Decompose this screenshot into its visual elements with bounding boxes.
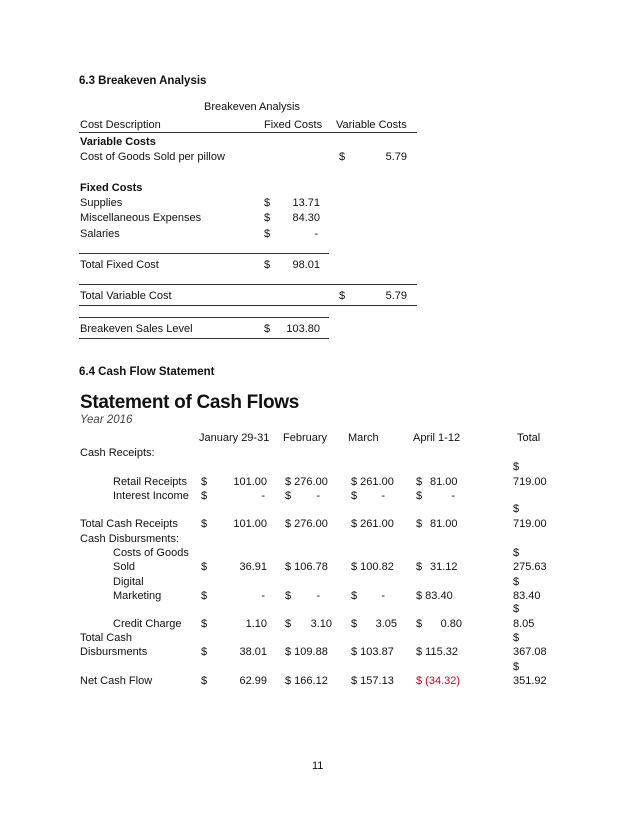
- retail-label: Retail Receipts: [113, 476, 187, 488]
- cf-cogs-mar-value: $ 100.82: [351, 561, 394, 573]
- breakeven-rule: [79, 317, 329, 318]
- cf-cogs-feb-value: $ 106.78: [285, 561, 328, 573]
- net-label: Net Cash Flow: [80, 675, 153, 687]
- total-fixed-value: 98.01: [292, 259, 320, 271]
- col-march: March: [348, 432, 379, 444]
- disbursements-label: Cash Disbursments:: [80, 533, 180, 545]
- cf-cogs-apr-currency: $: [416, 561, 423, 573]
- interest-apr-value: -: [451, 490, 455, 502]
- total-receipts-jan-value: 101.00: [233, 518, 267, 530]
- retail-jan-value: 101.00: [233, 476, 267, 488]
- digital-feb-value: -: [316, 590, 320, 602]
- breakeven-level-value: 103.80: [286, 323, 320, 335]
- cogs-label: Cost of Goods Sold per pillow: [80, 151, 225, 163]
- digital-mar-value: -: [381, 590, 385, 602]
- net-jan-value: 62.99: [239, 675, 267, 687]
- total-receipts-apr-currency: $: [416, 518, 423, 530]
- total-variable-rule: [79, 284, 417, 285]
- net-mar-value: $ 157.13: [351, 675, 394, 687]
- digital-jan-value: -: [261, 590, 265, 602]
- total-receipts-feb-value: $ 276.00: [285, 518, 328, 530]
- digital-label-line2: Marketing: [113, 590, 162, 602]
- interest-feb-currency: $: [285, 490, 292, 502]
- digital-total-currency: $: [513, 576, 520, 588]
- retail-total-currency: $: [513, 461, 520, 473]
- total-fixed-label: Total Fixed Cost: [80, 259, 159, 271]
- section-heading-breakeven: 6.3 Breakeven Analysis: [79, 75, 207, 87]
- total-receipts-mar-value: $ 261.00: [351, 518, 394, 530]
- total-receipts-apr-value: 81.00: [430, 518, 458, 530]
- credit-jan-currency: $: [201, 618, 208, 630]
- interest-mar-value: -: [381, 490, 385, 502]
- misc-currency: $: [264, 212, 271, 224]
- credit-mar-value: 3.05: [375, 618, 397, 630]
- retail-mar-value: $ 261.00: [351, 476, 394, 488]
- total-disb-feb-value: $ 109.88: [285, 646, 328, 658]
- total-variable-label: Total Variable Cost: [80, 290, 172, 302]
- cogs-currency: $: [339, 151, 346, 163]
- cf-cogs-total-currency: $: [513, 547, 520, 559]
- retail-apr-value: 81.00: [430, 476, 458, 488]
- breakeven-bottom-rule: [79, 338, 329, 339]
- interest-apr-currency: $: [416, 490, 423, 502]
- total-disb-label-line2: Disbursments: [80, 646, 148, 658]
- salaries-label: Salaries: [80, 228, 120, 240]
- salaries-value: -: [314, 228, 318, 240]
- net-total-currency: $: [513, 661, 520, 673]
- cogs-value: 5.79: [385, 151, 407, 163]
- total-disb-total-value: 367.08: [513, 646, 547, 658]
- credit-apr-currency: $: [416, 618, 423, 630]
- credit-mar-currency: $: [351, 618, 358, 630]
- credit-total-value: 8.05: [513, 618, 535, 630]
- interest-label: Interest Income: [113, 490, 189, 502]
- total-receipts-total-currency: $: [513, 503, 520, 515]
- retail-jan-currency: $: [201, 476, 208, 488]
- fixed-costs-heading: Fixed Costs: [80, 182, 143, 194]
- credit-jan-value: 1.10: [245, 618, 267, 630]
- credit-feb-currency: $: [285, 618, 292, 630]
- digital-label-line1: Digital: [113, 576, 144, 588]
- cashflow-title: Statement of Cash Flows: [80, 392, 300, 413]
- total-disb-mar-value: $ 103.87: [351, 646, 394, 658]
- header-variable-costs: Variable Costs: [336, 119, 407, 131]
- salaries-currency: $: [264, 228, 271, 240]
- header-fixed-costs: Fixed Costs: [264, 119, 323, 131]
- cf-cogs-jan-currency: $: [201, 561, 208, 573]
- cf-cogs-label-line2: Sold: [113, 561, 136, 573]
- cash-receipts-label: Cash Receipts:: [80, 447, 155, 459]
- retail-apr-currency: $: [416, 476, 423, 488]
- page-number: 11: [312, 760, 324, 772]
- net-feb-value: $ 166.12: [285, 675, 328, 687]
- total-receipts-jan-currency: $: [201, 518, 208, 530]
- credit-label: Credit Charge: [113, 618, 182, 630]
- breakeven-level-label: Breakeven Sales Level: [80, 323, 193, 335]
- digital-mar-currency: $: [351, 590, 358, 602]
- col-february: February: [283, 432, 328, 444]
- header-rule: [79, 132, 417, 133]
- interest-mar-currency: $: [351, 490, 358, 502]
- digital-jan-currency: $: [201, 590, 208, 602]
- total-disb-label-line1: Total Cash: [80, 632, 132, 644]
- supplies-label: Supplies: [80, 197, 123, 209]
- breakeven-table-title: Breakeven Analysis: [204, 101, 300, 113]
- total-disb-jan-value: 38.01: [239, 646, 267, 658]
- total-disb-jan-currency: $: [201, 646, 208, 658]
- cf-cogs-apr-value: 31.12: [430, 561, 458, 573]
- interest-jan-value: -: [261, 490, 265, 502]
- cf-cogs-label-line1: Costs of Goods: [113, 547, 189, 559]
- supplies-value: 13.71: [292, 197, 320, 209]
- cashflow-year: Year 2016: [80, 414, 133, 426]
- cf-cogs-total-value: 275.63: [513, 561, 547, 573]
- interest-feb-value: -: [316, 490, 320, 502]
- col-january: January 29-31: [199, 432, 270, 444]
- total-fixed-rule: [79, 253, 329, 254]
- variable-costs-heading: Variable Costs: [80, 136, 156, 148]
- interest-jan-currency: $: [201, 490, 208, 502]
- total-variable-bottom-rule: [79, 305, 417, 306]
- digital-total-value: 83.40: [513, 590, 541, 602]
- section-heading-cashflow: 6.4 Cash Flow Statement: [79, 366, 215, 378]
- credit-feb-value: 3.10: [310, 618, 332, 630]
- net-apr-value: $ (34.32): [416, 675, 461, 687]
- total-receipts-label: Total Cash Receipts: [80, 518, 178, 530]
- total-variable-value: 5.79: [385, 290, 407, 302]
- total-variable-currency: $: [339, 290, 346, 302]
- credit-apr-value: 0.80: [440, 618, 462, 630]
- retail-feb-value: $ 276.00: [285, 476, 328, 488]
- supplies-currency: $: [264, 197, 271, 209]
- credit-total-currency: $: [513, 603, 520, 615]
- header-cost-description: Cost Description: [80, 119, 161, 131]
- misc-label: Miscellaneous Expenses: [80, 212, 202, 224]
- total-disb-apr-value: $ 115.32: [416, 646, 459, 658]
- total-fixed-currency: $: [264, 259, 271, 271]
- net-jan-currency: $: [201, 675, 208, 687]
- digital-apr-value: $ 83.40: [416, 590, 453, 602]
- misc-value: 84.30: [292, 212, 320, 224]
- net-total-value: 351.92: [513, 675, 547, 687]
- col-total: Total: [517, 432, 541, 444]
- total-receipts-total-value: 719.00: [513, 518, 547, 530]
- col-april: April 1-12: [413, 432, 461, 444]
- total-disb-total-currency: $: [513, 632, 520, 644]
- digital-feb-currency: $: [285, 590, 292, 602]
- retail-total-value: 719.00: [513, 476, 547, 488]
- breakeven-level-currency: $: [264, 323, 271, 335]
- cf-cogs-jan-value: 36.91: [239, 561, 267, 573]
